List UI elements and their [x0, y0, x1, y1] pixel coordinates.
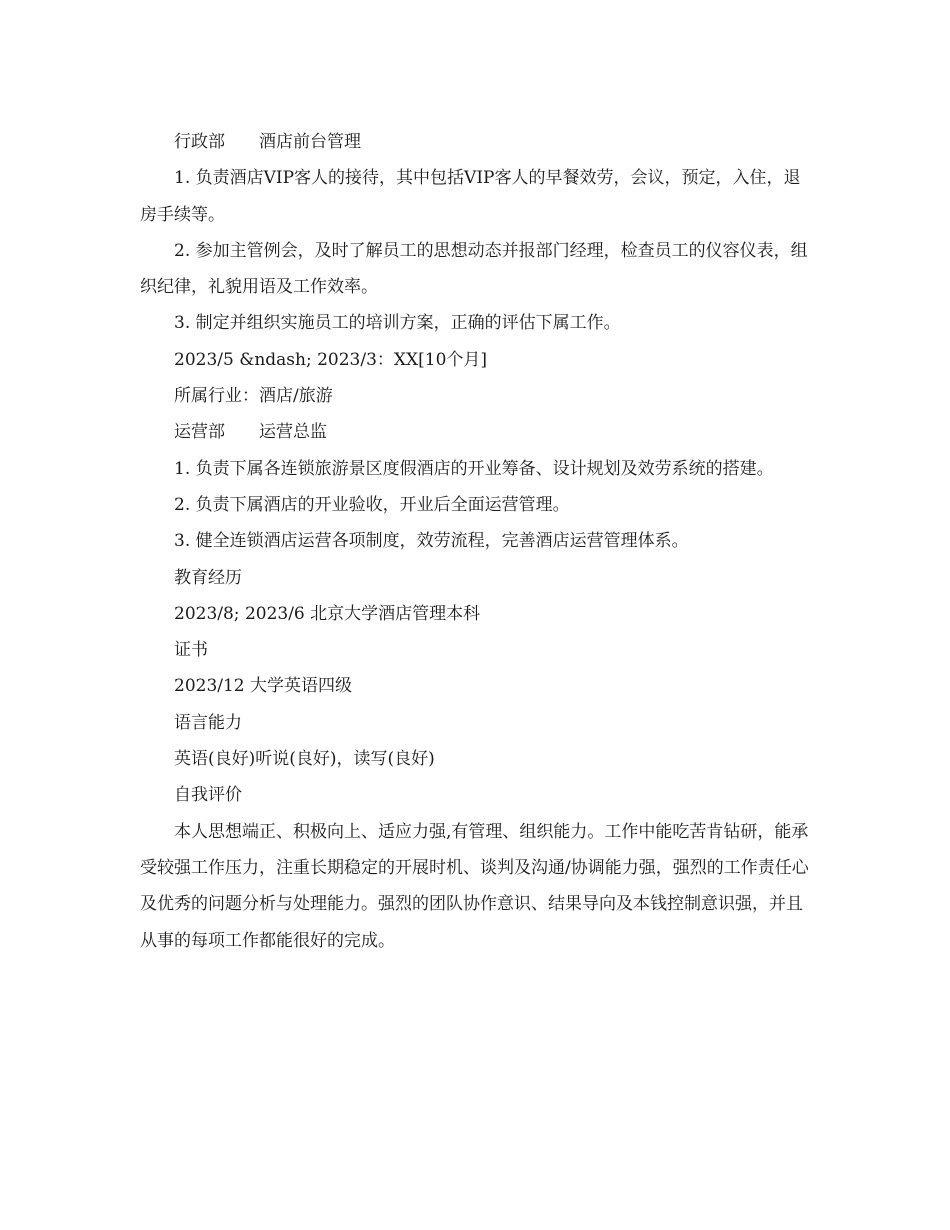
duty-item-2: 2. 参加主管例会，及时了解员工的思想动态并报部门经理，检查员工的仪容仪表，组织纪律，礼貌用语及工作效率。 — [140, 240, 808, 298]
duty-item-3: 3. 制定并组织实施员工的培训方案，正确的评估下属工作。 — [174, 313, 621, 334]
section-heading-education: 教育经历 — [174, 567, 242, 588]
section-heading-self-evaluation: 自我评价 — [174, 785, 242, 806]
employment-period: 2023/5 &ndash; 2023/3：XX[10个月] — [174, 349, 488, 370]
industry-line: 所属行业：酒店/旅游 — [174, 386, 333, 407]
dept-line-admin: 行政部 酒店前台管理 — [174, 132, 361, 152]
ops-item-2: 2. 负责下属酒店的开业验收，开业后全面运营管理。 — [174, 494, 570, 515]
dept-line-operations: 运营部 运营总监 — [174, 422, 327, 443]
ops-item-3: 3. 健全连锁酒店运营各项制度，效劳流程，完善酒店运营管理体系。 — [174, 531, 689, 552]
section-heading-certificates: 证书 — [174, 640, 208, 661]
document-body — [140, 124, 812, 959]
ops-item-1: 1. 负责下属各连锁旅游景区度假酒店的开业筹备、设计规划及效劳系统的搭建。 — [174, 458, 774, 479]
self-evaluation-paragraph: 本人思想端正、积极向上、适应力强,有管理、组织能力。工作中能吃苦肯钻研，能承受较强工作压力，注重长期稳定的开展时机、谈判及沟通/协调能力强，强烈的工作责任心及优秀的问题分析与处理能力。强烈的团队协作意识、结果导向及本钱控制意识强，并且从事的每项工作都能很好的完成。 — [140, 821, 809, 951]
language-entry: 英语(良好)听说(良好)，读写(良好) — [174, 749, 435, 770]
section-heading-language: 语言能力 — [174, 712, 242, 733]
education-entry: 2023/8; 2023/6 北京大学酒店管理本科 — [174, 603, 481, 624]
certificate-entry: 2023/12 大学英语四级 — [174, 676, 353, 697]
duty-item-1: 1. 负责酒店VIP客人的接待，其中包括VIP客人的早餐效劳，会议，预定，入住，退房手续等。 — [140, 168, 801, 225]
